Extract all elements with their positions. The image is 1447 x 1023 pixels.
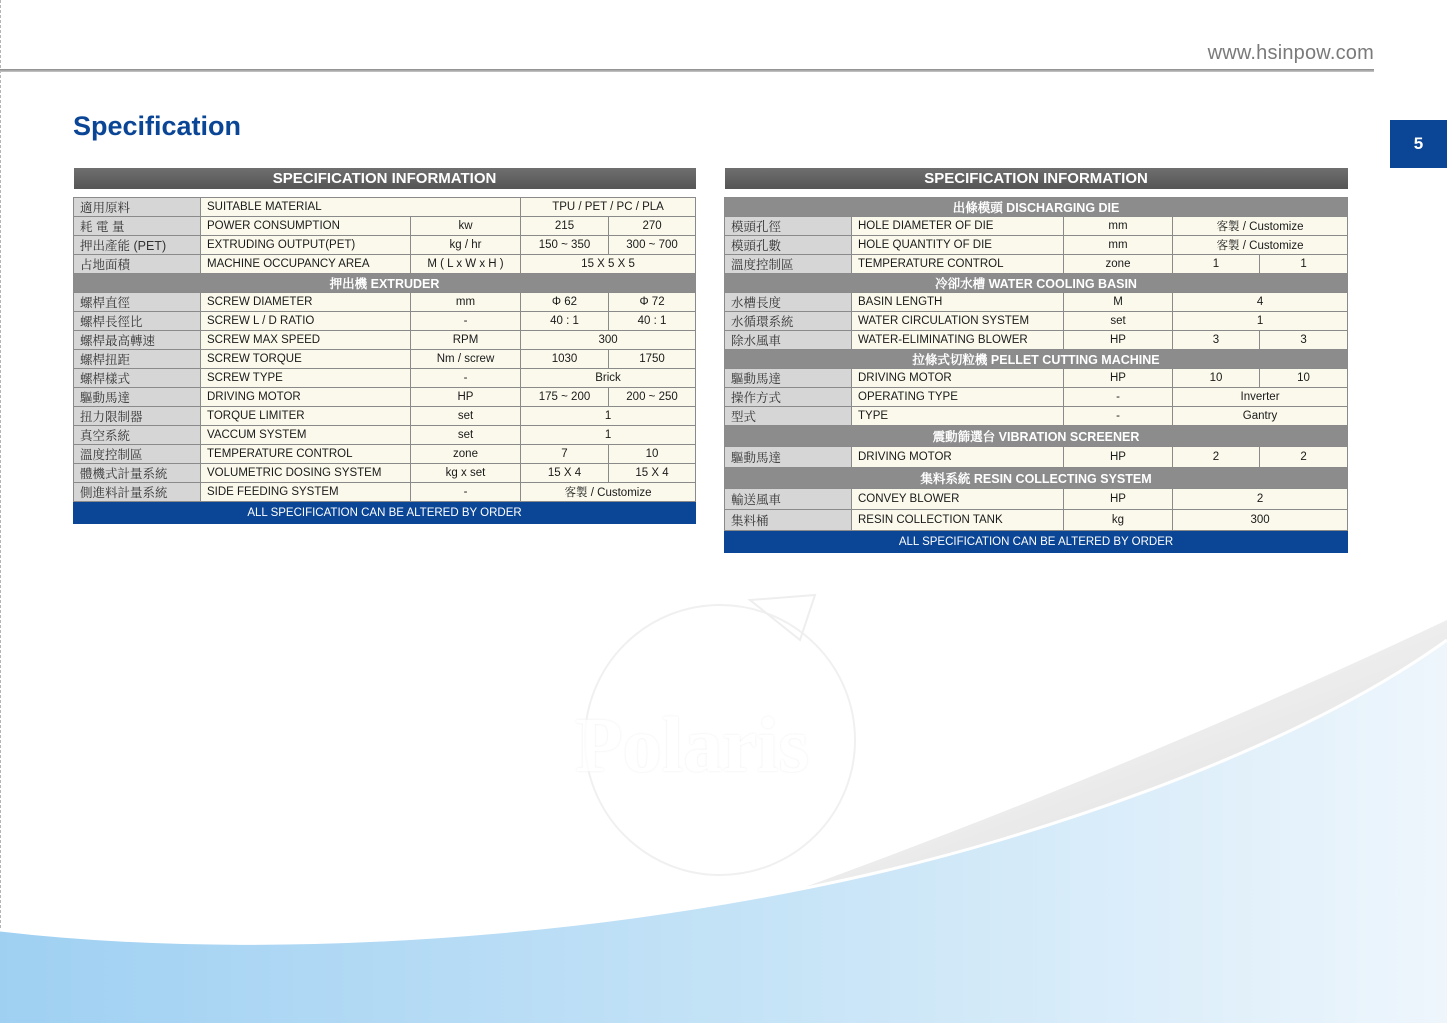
label-english: SCREW TORQUE	[201, 350, 411, 369]
table-row	[725, 510, 1348, 531]
label-chinese: 體機式計量系統	[74, 464, 201, 483]
table-row	[74, 331, 696, 350]
value-cell-2: 300 ~ 700	[609, 236, 696, 255]
table-footer-row	[74, 502, 696, 524]
value-cell: 15 X 5 X 5	[521, 255, 696, 274]
section-header: 集料系統 RESIN COLLECTING SYSTEM	[725, 468, 1348, 489]
table-row	[725, 331, 1348, 350]
unit-cell: M	[1064, 293, 1173, 312]
label-english: DRIVING MOTOR	[201, 388, 411, 407]
table-row	[725, 312, 1348, 331]
table-row	[725, 217, 1348, 236]
label-english: DRIVING MOTOR	[852, 447, 1064, 468]
unit-cell: Nm / screw	[411, 350, 521, 369]
value-cell-1: Φ 62	[521, 293, 609, 312]
section-header: 出條模頭 DISCHARGING DIE	[725, 198, 1348, 217]
table-row	[74, 217, 696, 236]
value-cell-1: 1	[1173, 255, 1260, 274]
table-row	[74, 407, 696, 426]
value-cell-2: 1	[1260, 255, 1348, 274]
label-english: TEMPERATURE CONTROL	[201, 445, 411, 464]
section-header-row	[74, 274, 696, 293]
gap-cell	[74, 189, 696, 198]
unit-cell: HP	[1064, 489, 1173, 510]
value-cell-2: 2	[1260, 447, 1348, 468]
spec-table-left	[73, 168, 696, 524]
unit-cell: zone	[411, 445, 521, 464]
label-chinese: 耗 電 量	[74, 217, 201, 236]
table-row	[74, 236, 696, 255]
unit-cell: mm	[1064, 236, 1173, 255]
value-cell-1: 40 : 1	[521, 312, 609, 331]
label-chinese: 型式	[725, 407, 852, 426]
table-row	[74, 426, 696, 445]
unit-cell: HP	[1064, 447, 1173, 468]
value-cell-1: 10	[1173, 369, 1260, 388]
unit-cell: zone	[1064, 255, 1173, 274]
label-chinese: 溫度控制區	[74, 445, 201, 464]
section-header-row	[725, 274, 1348, 293]
value-cell-2: 10	[1260, 369, 1348, 388]
section-header: 冷卻水槽 WATER COOLING BASIN	[725, 274, 1348, 293]
value-cell-1: 150 ~ 350	[521, 236, 609, 255]
unit-cell: kg x set	[411, 464, 521, 483]
value-cell-1: 3	[1173, 331, 1260, 350]
value-cell-1: 215	[521, 217, 609, 236]
table-row	[74, 293, 696, 312]
section-header-row	[725, 468, 1348, 489]
table-row	[725, 293, 1348, 312]
label-chinese: 操作方式	[725, 388, 852, 407]
label-chinese: 集料桶	[725, 510, 852, 531]
unit-cell: set	[411, 407, 521, 426]
value-cell: Brick	[521, 369, 696, 388]
table-row	[74, 388, 696, 407]
table-footer-row	[725, 531, 1348, 553]
label-english: VACCUM SYSTEM	[201, 426, 411, 445]
section-header-row	[725, 198, 1348, 217]
value-cell-1: 2	[1173, 447, 1260, 468]
table-gap	[74, 189, 696, 198]
label-english: SCREW TYPE	[201, 369, 411, 388]
label-english: SCREW DIAMETER	[201, 293, 411, 312]
unit-cell: HP	[411, 388, 521, 407]
label-chinese: 螺桿最高轉速	[74, 331, 201, 350]
section-header: 拉條式切粒機 PELLET CUTTING MACHINE	[725, 350, 1348, 369]
value-cell: 1	[521, 407, 696, 426]
table-row	[74, 255, 696, 274]
unit-cell: set	[411, 426, 521, 445]
page-title: Specification	[73, 111, 242, 141]
table-row	[74, 464, 696, 483]
value-cell-2: 40 : 1	[609, 312, 696, 331]
label-chinese: 驅動馬達	[725, 369, 852, 388]
section-header: 震動篩選台 VIBRATION SCREENER	[725, 426, 1348, 447]
unit-cell: -	[411, 483, 521, 502]
unit-cell: mm	[1064, 217, 1173, 236]
label-chinese: 水循環系統	[725, 312, 852, 331]
label-english: SCREW MAX SPEED	[201, 331, 411, 350]
table-row	[74, 198, 696, 217]
table-row	[725, 447, 1348, 468]
value-cell-2: Φ 72	[609, 293, 696, 312]
table-title: SPECIFICATION INFORMATION	[74, 168, 696, 189]
unit-cell: M ( L x W x H )	[411, 255, 521, 274]
label-english: VOLUMETRIC DOSING SYSTEM	[201, 464, 411, 483]
label-chinese: 模頭孔數	[725, 236, 852, 255]
label-chinese: 螺桿樣式	[74, 369, 201, 388]
label-chinese: 螺桿長徑比	[74, 312, 201, 331]
value-cell-2: 1750	[609, 350, 696, 369]
label-english: EXTRUDING OUTPUT(PET)	[201, 236, 411, 255]
label-english: HOLE QUANTITY OF DIE	[852, 236, 1064, 255]
label-chinese: 占地面積	[74, 255, 201, 274]
value-cell: Inverter	[1173, 388, 1348, 407]
table-footer-note: ALL SPECIFICATION CAN BE ALTERED BY ORDER	[725, 531, 1348, 553]
unit-cell: mm	[411, 293, 521, 312]
value-cell-1: 7	[521, 445, 609, 464]
unit-cell: HP	[1064, 331, 1173, 350]
table-row	[74, 312, 696, 331]
header-divider	[0, 69, 1374, 72]
label-english: BASIN LENGTH	[852, 293, 1064, 312]
value-cell: 1	[521, 426, 696, 445]
section-header: 押出機 EXTRUDER	[74, 274, 696, 293]
section-header-row	[725, 426, 1348, 447]
table-row	[74, 483, 696, 502]
label-chinese: 輸送風車	[725, 489, 852, 510]
value-cell: 客製 / Customize	[1173, 217, 1348, 236]
table-title-row	[74, 168, 696, 189]
unit-cell: set	[1064, 312, 1173, 331]
table-row	[725, 388, 1348, 407]
label-english: CONVEY BLOWER	[852, 489, 1064, 510]
label-chinese: 驅動馬達	[74, 388, 201, 407]
spec-table-right	[724, 168, 1348, 553]
section-header-row	[725, 350, 1348, 369]
table-footer-note: ALL SPECIFICATION CAN BE ALTERED BY ORDER	[74, 502, 696, 524]
unit-cell: HP	[1064, 369, 1173, 388]
unit-cell: -	[411, 369, 521, 388]
value-cell: Gantry	[1173, 407, 1348, 426]
value-cell: 4	[1173, 293, 1348, 312]
label-english: DRIVING MOTOR	[852, 369, 1064, 388]
label-chinese: 真空系統	[74, 426, 201, 445]
website-url: www.hsinpow.com	[1207, 42, 1374, 64]
label-english: SIDE FEEDING SYSTEM	[201, 483, 411, 502]
label-english: WATER-ELIMINATING BLOWER	[852, 331, 1064, 350]
watermark-logo-text: Polaris	[575, 701, 809, 788]
table-gap	[725, 189, 1348, 198]
table-title-row	[725, 168, 1348, 189]
table-row	[74, 350, 696, 369]
unit-cell: -	[1064, 388, 1173, 407]
label-chinese: 押出產能 (PET)	[74, 236, 201, 255]
label-english: OPERATING TYPE	[852, 388, 1064, 407]
label-chinese: 螺桿扭距	[74, 350, 201, 369]
value-cell-2: 3	[1260, 331, 1348, 350]
value-cell-2: 10	[609, 445, 696, 464]
label-chinese: 扭力限制器	[74, 407, 201, 426]
label-chinese: 驅動馬達	[725, 447, 852, 468]
unit-cell: kg / hr	[411, 236, 521, 255]
label-english: SCREW L / D RATIO	[201, 312, 411, 331]
label-english: RESIN COLLECTION TANK	[852, 510, 1064, 531]
value-cell: TPU / PET / PC / PLA	[521, 198, 696, 217]
table-row	[74, 369, 696, 388]
unit-cell: -	[411, 312, 521, 331]
unit-cell: kw	[411, 217, 521, 236]
gap-cell	[725, 189, 1348, 198]
value-cell-2: 15 X 4	[609, 464, 696, 483]
label-english: WATER CIRCULATION SYSTEM	[852, 312, 1064, 331]
label-english: TEMPERATURE CONTROL	[852, 255, 1064, 274]
label-english: TYPE	[852, 407, 1064, 426]
value-cell-2: 200 ~ 250	[609, 388, 696, 407]
value-cell: 2	[1173, 489, 1348, 510]
value-cell-2: 270	[609, 217, 696, 236]
value-cell: 300	[521, 331, 696, 350]
value-cell: 客製 / Customize	[1173, 236, 1348, 255]
label-chinese: 除水風車	[725, 331, 852, 350]
label-chinese: 側進料計量系統	[74, 483, 201, 502]
label-chinese: 水槽長度	[725, 293, 852, 312]
label-english: SUITABLE MATERIAL	[201, 198, 521, 217]
table-row	[725, 407, 1348, 426]
label-chinese: 適用原料	[74, 198, 201, 217]
label-english: POWER CONSUMPTION	[201, 217, 411, 236]
table-row	[725, 236, 1348, 255]
unit-cell: -	[1064, 407, 1173, 426]
value-cell: 1	[1173, 312, 1348, 331]
table-row	[725, 369, 1348, 388]
unit-cell: RPM	[411, 331, 521, 350]
label-chinese: 溫度控制區	[725, 255, 852, 274]
label-english: MACHINE OCCUPANCY AREA	[201, 255, 411, 274]
table-title: SPECIFICATION INFORMATION	[725, 168, 1348, 189]
value-cell-1: 15 X 4	[521, 464, 609, 483]
value-cell-1: 175 ~ 200	[521, 388, 609, 407]
page-number-badge: 5	[1390, 120, 1447, 168]
label-english: HOLE DIAMETER OF DIE	[852, 217, 1064, 236]
table-row	[74, 445, 696, 464]
label-english: TORQUE LIMITER	[201, 407, 411, 426]
label-chinese: 螺桿直徑	[74, 293, 201, 312]
table-row	[725, 489, 1348, 510]
unit-cell: kg	[1064, 510, 1173, 531]
value-cell: 客製 / Customize	[521, 483, 696, 502]
value-cell: 300	[1173, 510, 1348, 531]
value-cell-1: 1030	[521, 350, 609, 369]
label-chinese: 模頭孔徑	[725, 217, 852, 236]
table-row	[725, 255, 1348, 274]
